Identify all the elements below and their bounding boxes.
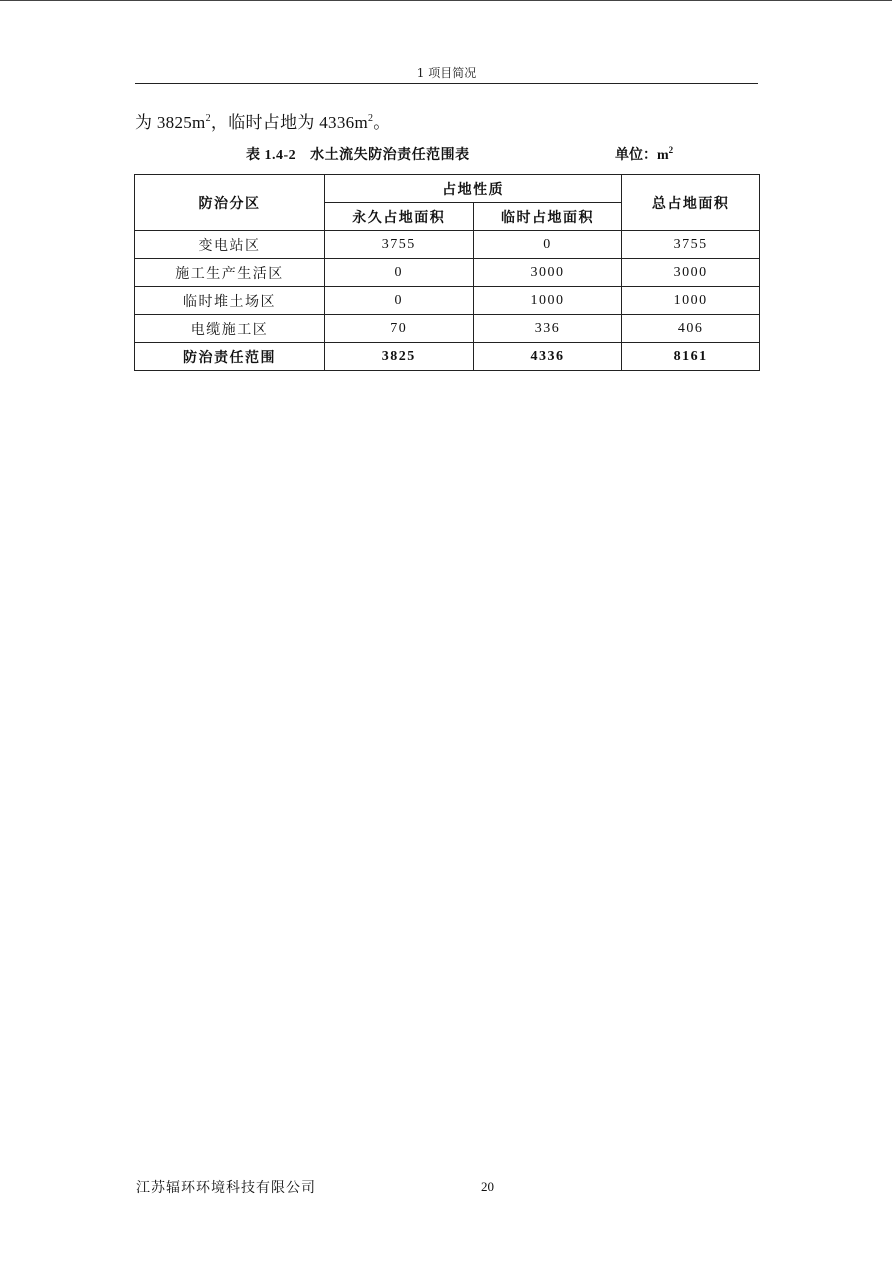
paragraph-prefix: 为 3825m (135, 113, 206, 132)
table-row (135, 231, 760, 259)
cell-temporary: 0 (473, 231, 622, 259)
cell-zone: 临时堆土场区 (135, 287, 325, 315)
caption-title: 水土流失防治责任范围表 (310, 148, 470, 163)
unit-label: 单位：m (615, 148, 669, 163)
running-header: 1 项目简况 (416, 66, 477, 80)
cell-permanent: 0 (324, 259, 473, 287)
footer-company: 江苏辐环环境科技有限公司 (136, 1180, 316, 1196)
cell-temporary: 336 (473, 315, 622, 343)
paragraph-superscript-2: 2 (367, 113, 374, 124)
cell-permanent: 0 (324, 287, 473, 315)
page-top-border (0, 0, 892, 1)
table-row (135, 259, 760, 287)
header-permanent-area: 永久占地面积 (324, 203, 473, 231)
header-total-area: 总占地面积 (622, 175, 760, 231)
cell-total: 3000 (622, 259, 760, 287)
cell-total-total: 8161 (622, 343, 760, 371)
unit-superscript: 2 (668, 145, 674, 155)
table-caption (246, 144, 470, 164)
table-unit (615, 144, 673, 164)
table-total-row (135, 343, 760, 371)
table-row (135, 287, 760, 315)
table-row (135, 315, 760, 343)
cell-permanent: 3755 (324, 231, 473, 259)
cell-total-permanent: 3825 (324, 343, 473, 371)
responsibility-table (134, 174, 760, 371)
cell-total-zone: 防治责任范围 (135, 343, 325, 371)
cell-total-temporary: 4336 (473, 343, 622, 371)
body-paragraph (135, 108, 391, 133)
paragraph-middle: ，临时占地为 4336m (210, 113, 368, 132)
paragraph-superscript-1: 2 (205, 113, 211, 124)
cell-total: 1000 (622, 287, 760, 315)
header-zone: 防治分区 (135, 175, 325, 231)
header-land-nature: 占地性质 (324, 175, 621, 203)
header-rule (135, 83, 758, 84)
cell-zone: 电缆施工区 (135, 315, 325, 343)
header-temporary-area: 临时占地面积 (473, 203, 622, 231)
cell-temporary: 1000 (473, 287, 622, 315)
paragraph-suffix: 。 (373, 113, 391, 132)
cell-temporary: 3000 (473, 259, 622, 287)
cell-zone: 施工生产生活区 (135, 259, 325, 287)
cell-total: 3755 (622, 231, 760, 259)
caption-label: 表 1.4-2 (246, 148, 297, 163)
cell-total: 406 (622, 315, 760, 343)
cell-permanent: 70 (324, 315, 473, 343)
page-number: 20 (481, 1179, 494, 1194)
cell-zone: 变电站区 (135, 231, 325, 259)
